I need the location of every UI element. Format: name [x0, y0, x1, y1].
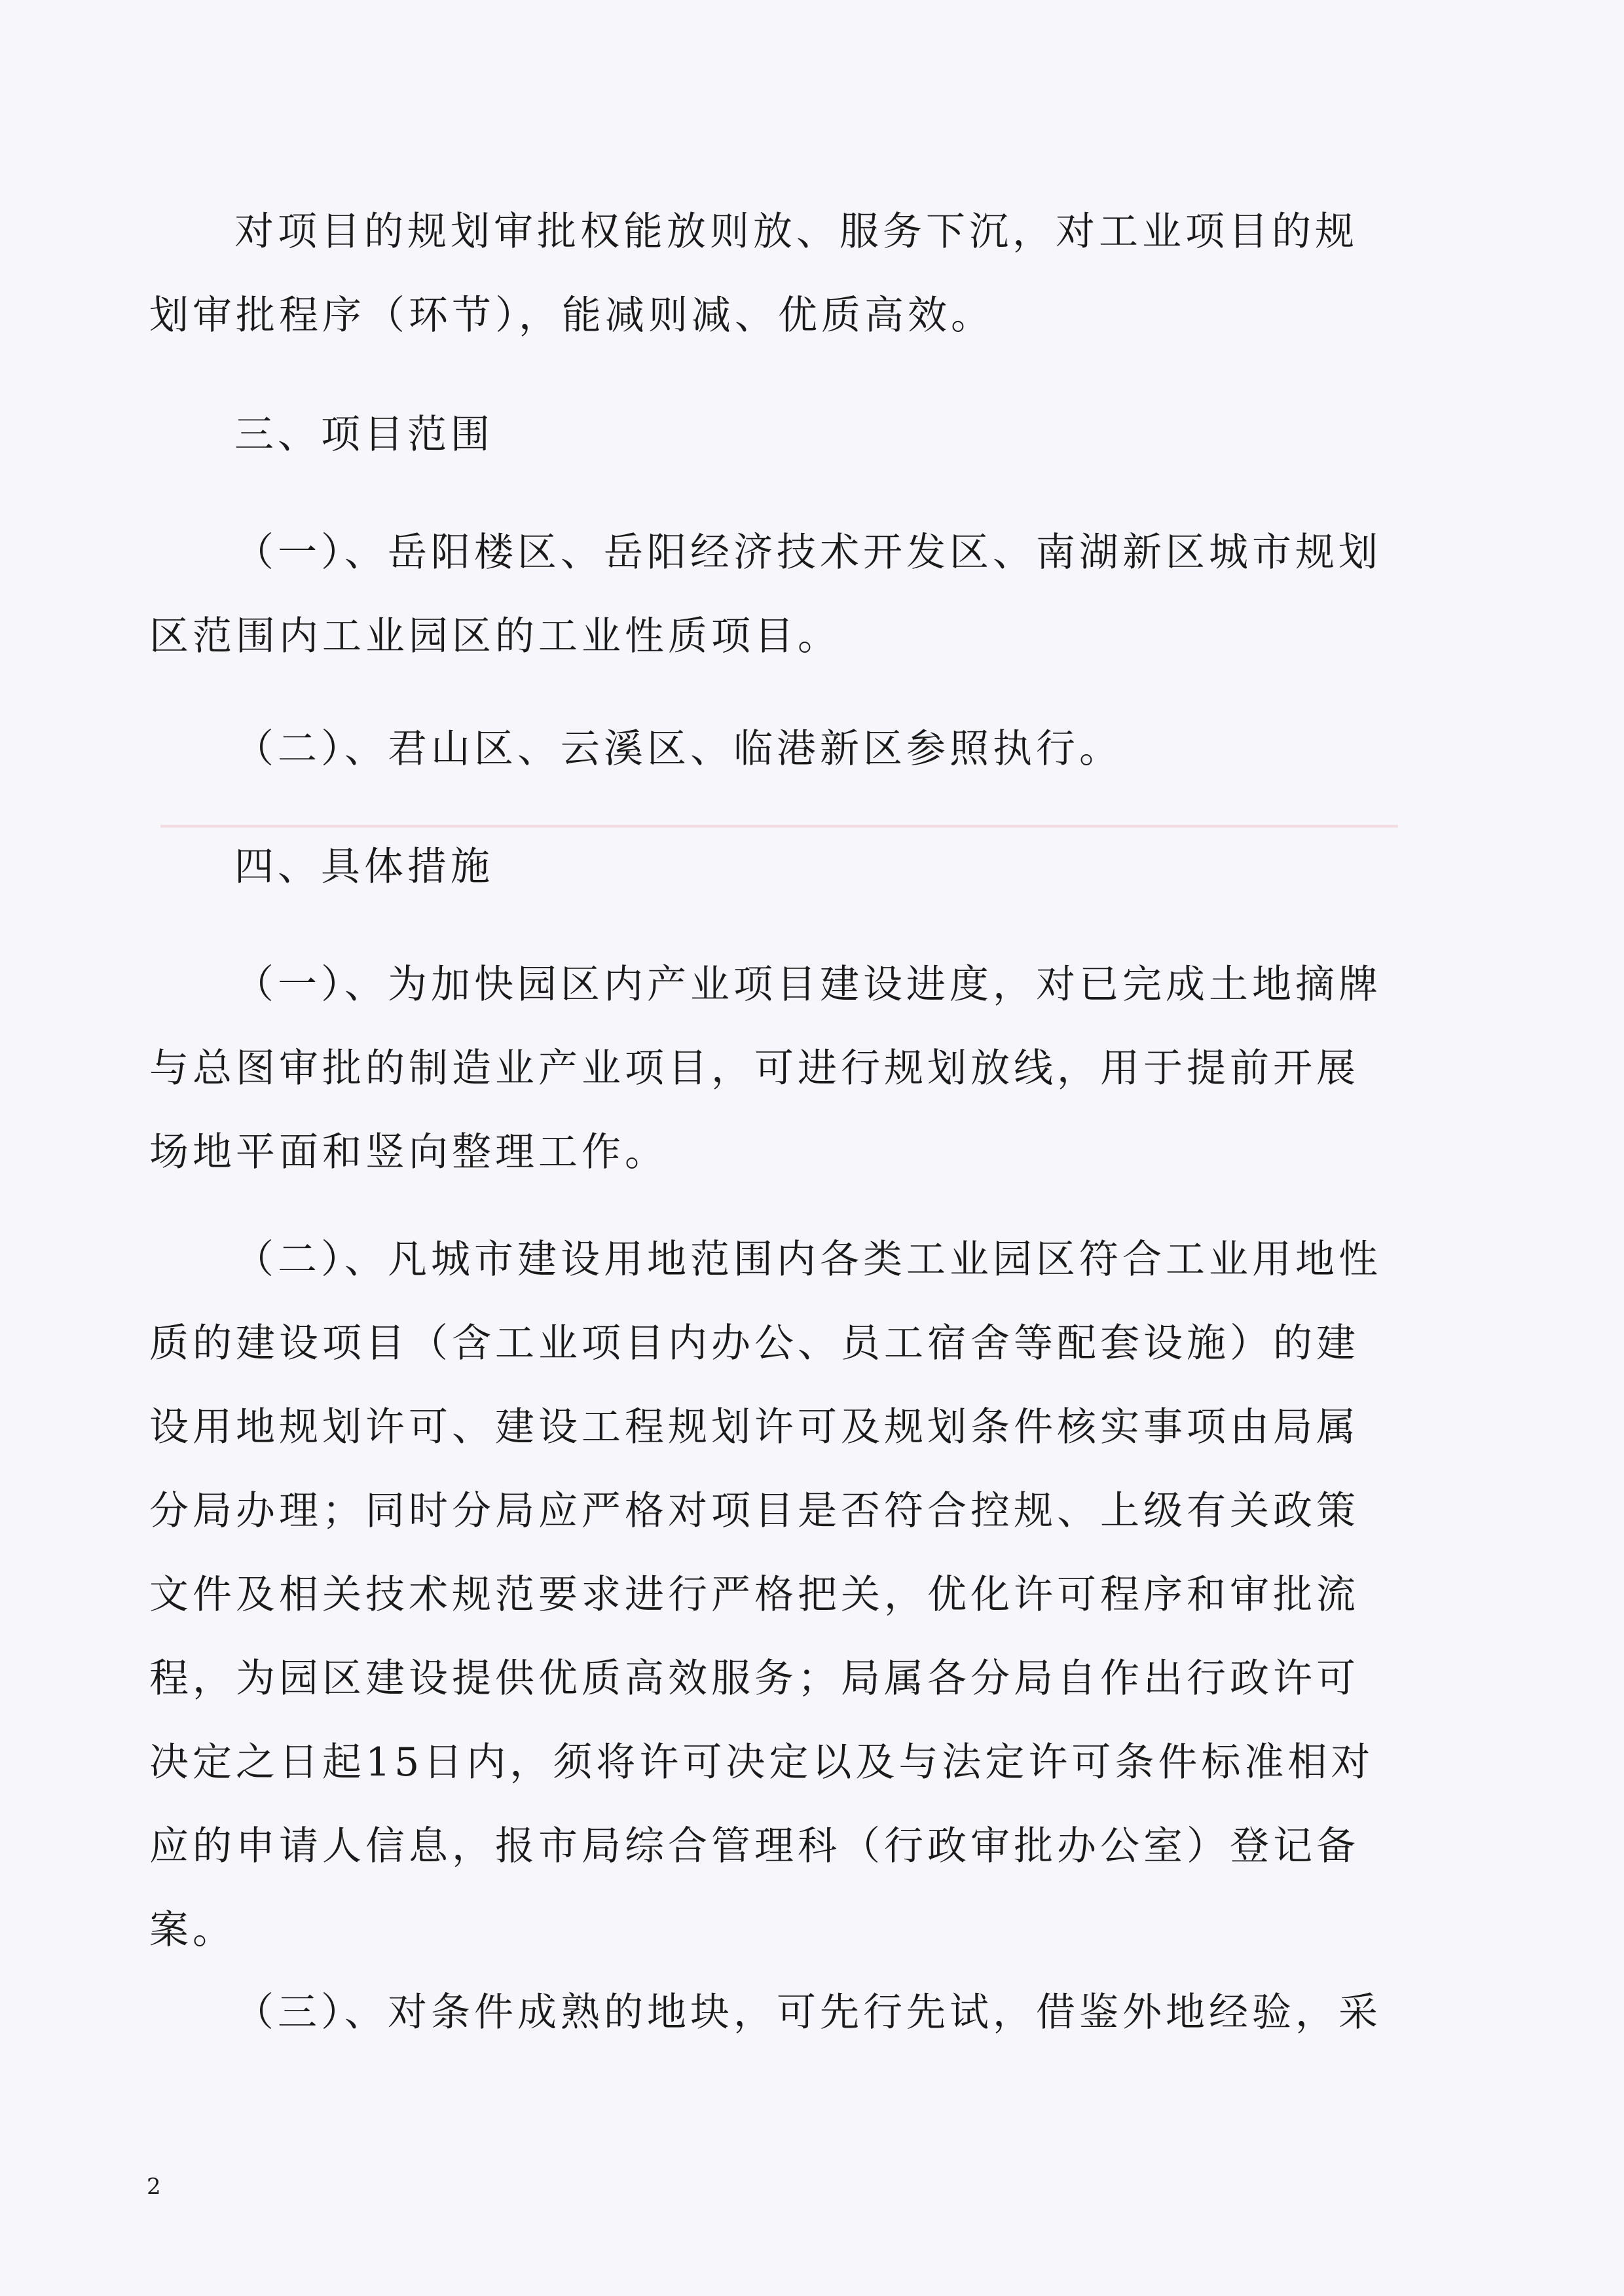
page-number: 2	[147, 2174, 161, 2200]
text-line: 决定之日起15日内，须将许可决定以及与法定许可条件标准相对	[149, 1740, 1375, 1785]
paragraph-measure-1	[149, 943, 1382, 1194]
text-line: （二）、君山区、云溪区、临港新区参照执行。	[234, 726, 1122, 772]
heading-text: 四、具体措施	[234, 844, 494, 890]
text-line: 质的建设项目（含工业项目内办公、员工宿舍等配套设施）的建	[149, 1321, 1359, 1366]
heading-text: 三、项目范围	[234, 412, 494, 458]
text-line: （三）、对条件成熟的地块，可先行先试，借鉴外地经验，采	[234, 1990, 1382, 2035]
text-line: 场地平面和竖向整理工作。	[149, 1129, 668, 1175]
paragraph-scope-2	[149, 707, 1367, 791]
text-line: 划审批程序（环节），能减则减、优质高效。	[149, 293, 994, 338]
text-line: （二）、凡城市建设用地范围内各类工业园区符合工业用地性	[234, 1237, 1382, 1283]
text-line: （一）、为加快园区内产业项目建设进度，对已完成土地摘牌	[234, 962, 1382, 1008]
text-line: 文件及相关技术规范要求进行严格把关，优化许可程序和审批流	[149, 1572, 1359, 1618]
paragraph-scope-1	[149, 511, 1382, 678]
text-line: （一）、岳阳楼区、岳阳经济技术开发区、南湖新区城市规划	[234, 530, 1382, 575]
text-line: 设用地规划许可、建设工程规划许可及规划条件核实事项由局属	[149, 1404, 1359, 1450]
text-line: 程，为园区建设提供优质高效服务；局属各分局自作出行政许可	[149, 1656, 1359, 1702]
text-line: 案。	[149, 1907, 236, 1953]
text-line: 区范围内工业园区的工业性质项目。	[149, 613, 841, 659]
section-heading-4	[149, 825, 1367, 909]
text-line: 分局办理；同时分局应严格对项目是否符合控规、上级有关政策	[149, 1488, 1359, 1534]
text-line: 与总图审批的制造业产业项目，可进行规划放线，用于提前开展	[149, 1046, 1359, 1091]
paragraph-measure-2	[149, 1218, 1382, 1972]
paragraph-1	[149, 190, 1367, 357]
text-line: 应的申请人信息，报市局综合管理科（行政审批办公室）登记备	[149, 1823, 1359, 1869]
section-heading-3	[149, 393, 1367, 477]
paragraph-measure-3	[149, 1971, 1382, 2054]
text-line: 对项目的规划审批权能放则放、服务下沉，对工业项目的规	[234, 209, 1358, 255]
